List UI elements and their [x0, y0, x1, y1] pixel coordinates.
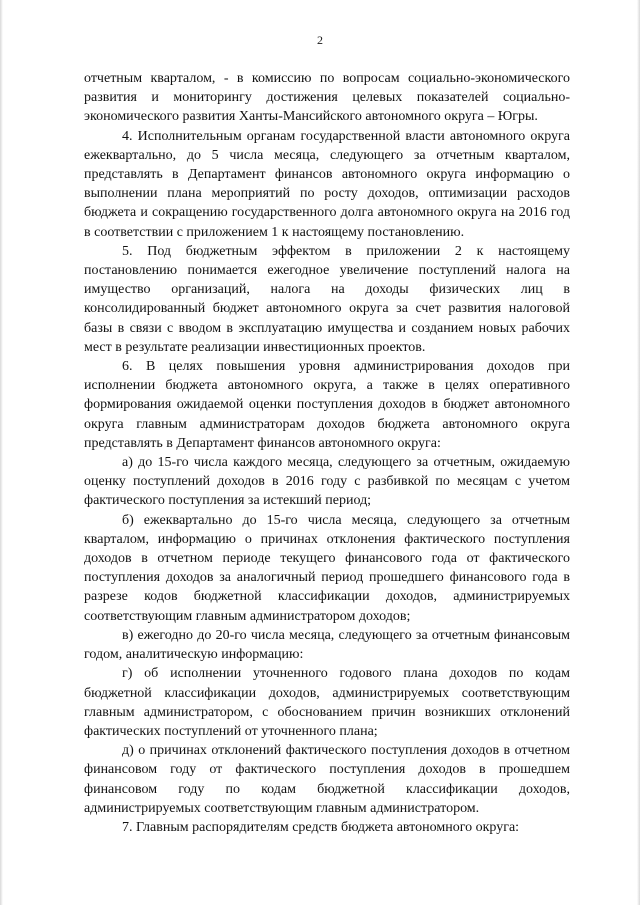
page-number: 2 [317, 33, 323, 47]
paragraph-subitem-d: д) о причинах отклонений фактического поступления доходов в отчетном финансовом году от фактического поступления доходов в прошедшем финансовом году по кодам бюджетной классификации доходов, администрируемых соответствующим главным администратором. [84, 743, 570, 816]
paragraph-item-4: 4. Исполнительным органам государственной власти автономного округа ежеквартально, до 5 числа месяца, следующего за отчетным кварталом, представлять в Департамент финансов автономного округа информацию о выполнении плана мероприятий по росту доходов, оптимизации расходов бюджета и сокращению государственного долга автономного округа на 2016 год в соответствии с приложением 1 к настоящему постановлению. [84, 128, 570, 240]
paragraph-subitem-g: г) об исполнении уточненного годового плана доходов по кодам бюджетной классификации доходов, администрируемых соответствующим главным администратором, с обоснованием причин возникших отклонений фактических поступлений от уточненного плана; [84, 666, 570, 739]
paragraph-continuation: отчетным кварталом, - в комиссию по вопросам социально-экономического развития и мониторингу достижения целевых показателей социально-экономического развития Ханты-Мансийского автономного округа – Югры. [84, 71, 570, 125]
paragraph-item-5: 5. Под бюджетным эффектом в приложении 2 к настоящему постановлению понимается ежегодное увеличение поступлений налога на имущество организаций, налога на доходы физических лиц в консолидированный бюджет автономного округа за счет развития налоговой базы в связи с вводом в эксплуатацию имущества и созданием новых рабочих мест в результате реализации инвестиционных проектов. [84, 243, 570, 355]
paragraph-item-7: 7. Главным распорядителям средств бюджета автономного округа: [122, 819, 520, 835]
paragraph-subitem-a: а) до 15-го числа каждого месяца, следующего за отчетным, ожидаемую оценку поступлений доходов в 2016 году с разбивкой по месяцам с учетом фактического поступления за истекший период; [84, 455, 570, 509]
document-body [84, 69, 570, 837]
paragraph-subitem-b: б) ежеквартально до 15-го числа месяца, следующего за отчетным кварталом, информацию о причинах отклонения фактического поступления доходов в отчетном периоде текущего финансового года от фактического поступления доходов за аналогичный период прошедшего финансового года в разрезе кодов бюджетной классификации доходов, администрируемых соответствующим главным администратором доходов; [84, 512, 570, 624]
paragraph-subitem-v: в) ежегодно до 20-го числа месяца, следующего за отчетным финансовым годом, аналитическую информацию: [84, 627, 570, 663]
paragraph-item-6: 6. В целях повышения уровня администрирования доходов при исполнении бюджета автономного округа, а также в целях оперативного формирования ожидаемой оценки поступления доходов в бюджет автономного округа главным администраторам доходов бюджета автономного округа представлять в Департамент финансов автономного округа: [84, 359, 570, 451]
scan-edge-left [0, 0, 3, 905]
